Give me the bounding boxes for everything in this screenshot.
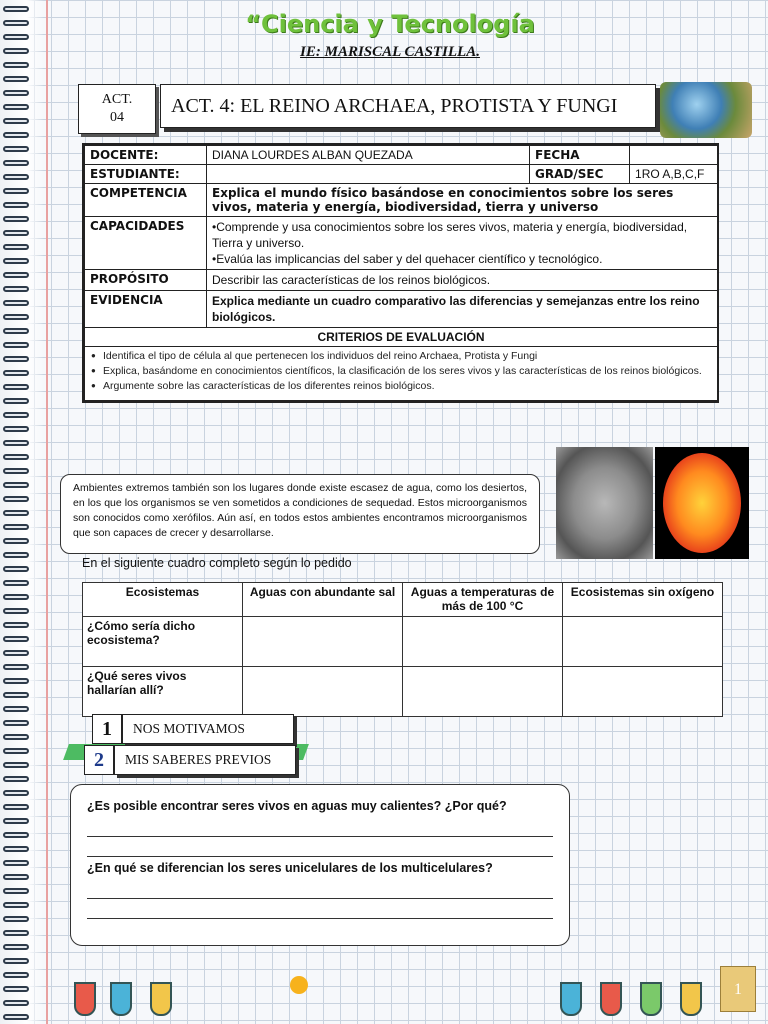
- docente-value: DIANA LOURDES ALBAN QUEZADA: [207, 146, 530, 165]
- activity-title: ACT. 4: EL REINO ARCHAEA, PROTISTA Y FUNGI: [160, 84, 656, 128]
- spiral-ring: [3, 230, 29, 236]
- grad-sec-label: GRAD/SEC: [530, 165, 630, 184]
- info-table: [82, 143, 719, 403]
- capacidades-value: [207, 217, 718, 270]
- school-name: IE: MARISCAL CASTILLA.: [300, 44, 480, 60]
- spiral-ring: [3, 258, 29, 264]
- capacidad-item: •Evalúa las implicancias del saber y del quehacer científico y tecnológico.: [212, 252, 603, 266]
- spiral-binding: [0, 0, 44, 1024]
- docente-label: DOCENTE:: [85, 146, 207, 165]
- spiral-ring: [3, 664, 29, 670]
- spiral-ring: [3, 510, 29, 516]
- spiral-ring: [3, 174, 29, 180]
- spiral-ring: [3, 314, 29, 320]
- spiral-ring: [3, 916, 29, 922]
- notebook-margin-line: [46, 0, 48, 1024]
- spiral-ring: [3, 860, 29, 866]
- eco-header: Aguas a temperaturas de más de 100 °C: [403, 583, 563, 617]
- spiral-ring: [3, 244, 29, 250]
- eco-answer-cell[interactable]: [563, 617, 723, 667]
- table-row: [83, 617, 723, 667]
- flask-icon: [600, 982, 622, 1016]
- spiral-ring: [3, 762, 29, 768]
- flask-icon: [110, 982, 132, 1016]
- spiral-ring: [3, 846, 29, 852]
- spiral-ring: [3, 930, 29, 936]
- spiral-ring: [3, 580, 29, 586]
- spiral-ring: [3, 636, 29, 642]
- eco-answer-cell[interactable]: [563, 667, 723, 717]
- spiral-ring: [3, 776, 29, 782]
- eco-header: Aguas con abundante sal: [243, 583, 403, 617]
- proposito-label: PROPÓSITO: [85, 270, 207, 291]
- spiral-ring: [3, 412, 29, 418]
- spiral-ring: [3, 300, 29, 306]
- spiral-ring: [3, 482, 29, 488]
- flask-icon: [560, 982, 582, 1016]
- eco-row-label: ¿Qué seres vivos hallarían allí?: [83, 667, 243, 717]
- step-label: MIS SABERES PREVIOS: [114, 745, 296, 775]
- evidencia-value: Explica mediante un cuadro comparativo las diferencias y semejanzas entre los reino biológicos.: [207, 291, 718, 328]
- step-number: 2: [84, 745, 114, 775]
- flask-icon: [640, 982, 662, 1016]
- spiral-ring: [3, 328, 29, 334]
- lab-equipment-footer: [0, 960, 768, 1024]
- answer-line[interactable]: [87, 839, 553, 857]
- spiral-ring: [3, 188, 29, 194]
- criterio-item: ● Argumente sobre las características de los diferentes reinos biológicos.: [91, 379, 713, 393]
- eco-row-label: ¿Cómo sería dicho ecosistema?: [83, 617, 243, 667]
- eco-answer-cell[interactable]: [243, 667, 403, 717]
- fecha-label: FECHA: [530, 146, 630, 165]
- page-number: 1: [720, 966, 756, 1012]
- spiral-ring: [3, 34, 29, 40]
- capacidades-label: CAPACIDADES: [85, 217, 207, 270]
- intro-text-box: Ambientes extremos también son los lugares donde existe escasez de agua, como los desiertos, en los que los organismos se ven sometidos a condiciones de sequedad. Estos microorganismos son conocidos como xerófilos. Aún así, en todos estos ambientes encontramos microorganismos que son capaces de crecer y desarrollarse.: [60, 474, 540, 554]
- spiral-ring: [3, 62, 29, 68]
- spiral-ring: [3, 678, 29, 684]
- spiral-ring: [3, 216, 29, 222]
- spiral-ring: [3, 706, 29, 712]
- spiral-ring: [3, 496, 29, 502]
- spiral-ring: [3, 692, 29, 698]
- spiral-ring: [3, 426, 29, 432]
- estudiante-label: ESTUDIANTE:: [85, 165, 207, 184]
- question-text: ¿En qué se diferencian los seres unicelulares de los multicelulares?: [87, 861, 493, 875]
- spiral-ring: [3, 804, 29, 810]
- biodiversity-globe-image: [660, 82, 752, 138]
- criterio-item: ● Identifica el tipo de célula al que pertenecen los individuos del reino Archaea, Protista y Fungi: [91, 349, 713, 363]
- spiral-ring: [3, 356, 29, 362]
- spiral-ring: [3, 118, 29, 124]
- answer-line[interactable]: [87, 901, 553, 919]
- flask-icon: [680, 982, 702, 1016]
- spiral-ring: [3, 902, 29, 908]
- criterio-item: ● Explica, basándome en conocimientos científicos, la clasificación de los seres vivos y las características de los reinos biológicos.: [91, 364, 713, 378]
- spiral-ring: [3, 90, 29, 96]
- spiral-ring: [3, 6, 29, 12]
- spiral-ring: [3, 76, 29, 82]
- answer-line[interactable]: [87, 881, 553, 899]
- flask-icon: [150, 982, 172, 1016]
- microscope-image-colored: [655, 447, 749, 559]
- spiral-ring: [3, 160, 29, 166]
- estudiante-value[interactable]: [207, 165, 530, 184]
- spiral-ring: [3, 468, 29, 474]
- spiral-ring: [3, 132, 29, 138]
- instruction-text: En el siguiente cuadro completo según lo pedido: [82, 556, 352, 570]
- spiral-ring: [3, 202, 29, 208]
- spiral-ring: [3, 286, 29, 292]
- spiral-ring: [3, 538, 29, 544]
- spiral-ring: [3, 566, 29, 572]
- flask-icon: [74, 982, 96, 1016]
- eco-header: Ecosistemas sin oxígeno: [563, 583, 723, 617]
- competencia-value: Explica el mundo físico basándose en conocimientos sobre los seres vivos, materia y energía, biodiversidad, tierra y universo: [207, 184, 718, 217]
- spiral-ring: [3, 832, 29, 838]
- evidencia-label: EVIDENCIA: [85, 291, 207, 328]
- grad-sec-value: 1RO A,B,C,F: [630, 165, 718, 184]
- step-label: NOS MOTIVAMOS: [122, 714, 294, 744]
- spiral-ring: [3, 720, 29, 726]
- spiral-ring: [3, 440, 29, 446]
- proposito-value: Describir las características de los reinos biológicos.: [207, 270, 718, 291]
- eco-answer-cell[interactable]: [403, 617, 563, 667]
- activity-badge-number: 04: [110, 110, 124, 125]
- eco-header: Ecosistemas: [83, 583, 243, 617]
- spiral-ring: [3, 48, 29, 54]
- spiral-ring: [3, 524, 29, 530]
- ecosystems-table: [82, 582, 722, 717]
- spiral-ring: [3, 20, 29, 26]
- table-row: [83, 667, 723, 717]
- activity-badge-label: ACT.: [101, 92, 133, 107]
- spiral-ring: [3, 342, 29, 348]
- criterios-list: [85, 347, 717, 400]
- criterios-cell: [85, 347, 718, 401]
- spiral-ring: [3, 552, 29, 558]
- spiral-ring: [3, 944, 29, 950]
- question-text: ¿Es posible encontrar seres vivos en aguas muy calientes? ¿Por qué?: [87, 799, 507, 813]
- activity-badge: [78, 84, 156, 134]
- eco-answer-cell[interactable]: [243, 617, 403, 667]
- spiral-ring: [3, 748, 29, 754]
- questions-box: [70, 784, 570, 946]
- spiral-ring: [3, 370, 29, 376]
- spiral-ring: [3, 398, 29, 404]
- competencia-label: COMPETENCIA: [85, 184, 207, 217]
- spiral-ring: [3, 818, 29, 824]
- spiral-ring: [3, 888, 29, 894]
- page-title: “Ciencia y Tecnología: [245, 10, 535, 38]
- spiral-ring: [3, 594, 29, 600]
- step-number: 1: [92, 714, 122, 744]
- spiral-ring: [3, 146, 29, 152]
- fecha-value[interactable]: [630, 146, 718, 165]
- capacidad-item: •Comprende y usa conocimientos sobre los seres vivos, materia y energía, biodiversidad, Tierra y universo.: [212, 220, 688, 250]
- spiral-ring: [3, 874, 29, 880]
- microscope-image-gray: [556, 447, 653, 559]
- sun-icon: [290, 976, 308, 994]
- spiral-ring: [3, 650, 29, 656]
- criterios-heading: CRITERIOS DE EVALUACIÓN: [85, 328, 718, 347]
- spiral-ring: [3, 384, 29, 390]
- spiral-ring: [3, 272, 29, 278]
- spiral-ring: [3, 734, 29, 740]
- answer-line[interactable]: [87, 819, 553, 837]
- eco-answer-cell[interactable]: [403, 667, 563, 717]
- spiral-ring: [3, 104, 29, 110]
- spiral-ring: [3, 454, 29, 460]
- spiral-ring: [3, 608, 29, 614]
- spiral-ring: [3, 790, 29, 796]
- spiral-ring: [3, 622, 29, 628]
